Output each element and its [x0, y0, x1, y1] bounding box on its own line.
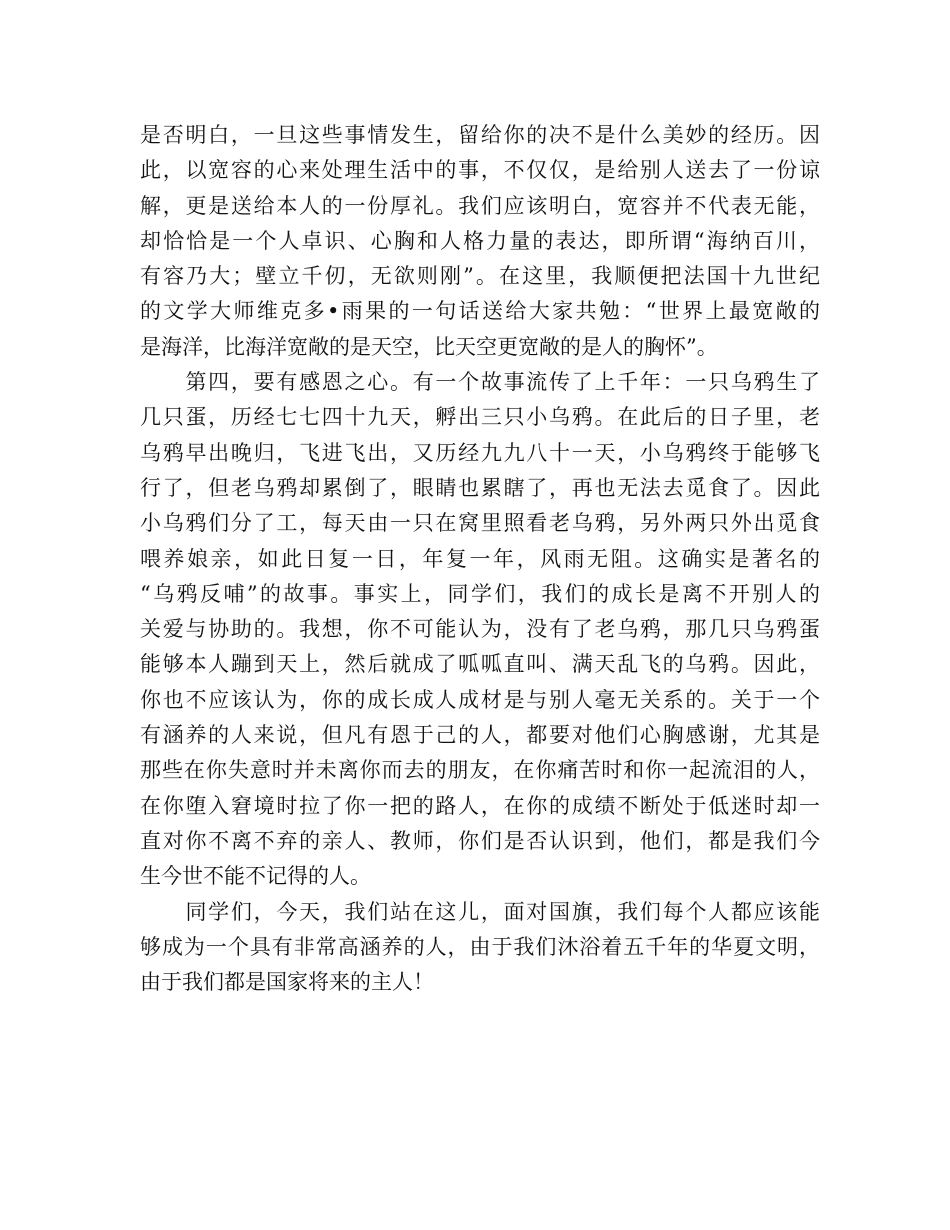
text-line: 同学们，今天，我们站在这儿，面对国旗，我们每个人都应该能: [140, 899, 820, 924]
text-line: 直对你不离不弃的亲人、教师，你们是否认识到，他们，都是我们今: [140, 828, 820, 853]
text-line: 此，以宽容的心来处理生活中的事，不仅仅，是给别人送去了一份谅: [140, 158, 820, 183]
paragraph-gratitude: [140, 365, 820, 894]
paragraph-tolerance-conclusion: [140, 118, 820, 365]
text-line: 是否明白，一旦这些事情发生，留给你的决不是什么美妙的经历。因: [140, 123, 820, 147]
text-line: 几只蛋，历经七七四十九天，孵出三只小乌鸦。在此后的日子里，老: [140, 405, 820, 430]
paragraph-closing: [140, 895, 820, 1001]
text-line: 那些在你失意时并未离你而去的朋友，在你痛苦时和你一起流泪的人，: [140, 758, 820, 783]
text-line: 在你堕入窘境时拉了你一把的路人，在你的成绩不断处于低迷时却一: [140, 793, 820, 818]
text-line: 生今世不能不记得的人。: [140, 864, 371, 889]
text-line: 第四，要有感恩之心。有一个故事流传了上千年：一只乌鸦生了: [140, 370, 820, 395]
text-line: 能够本人蹦到天上，然后就成了呱呱直叫、满天乱飞的乌鸦。因此，: [140, 652, 820, 677]
text-line: 喂养娘亲，如此日复一日，年复一年，风雨无阻。这确实是著名的: [140, 546, 820, 571]
text-line: 乌鸦早出晚归，飞进飞出，又历经九九八十一天，小乌鸦终于能够飞: [140, 440, 820, 465]
text-line: 有容乃大；壁立千仞，无欲则刚”。在这里，我顺便把法国十九世纪: [140, 264, 820, 289]
text-line: 你也不应该认为，你的成长成人成材是与别人毫无关系的。关于一个: [140, 687, 820, 712]
text-line: 的文学大师维克多•雨果的一句话送给大家共勉：“世界上最宽敞的: [140, 299, 820, 324]
text-line: 有涵养的人来说，但凡有恩于己的人，都要对他们心胸感谢，尤其是: [140, 723, 820, 748]
text-line: 够成为一个具有非常高涵养的人，由于我们沐浴着五千年的华夏文明，: [140, 934, 820, 959]
text-line: 解，更是送给本人的一份厚礼。我们应该明白，宽容并不代表无能，: [140, 193, 820, 218]
document-body: [140, 118, 820, 1000]
text-line: 却恰恰是一个人卓识、心胸和人格力量的表达，即所谓“海纳百川，: [140, 228, 820, 253]
text-line: 行了，但老乌鸦却累倒了，眼睛也累瞎了，再也无法去觅食了。因此: [140, 475, 820, 500]
text-line: 由于我们都是国家将来的主人！: [140, 970, 434, 995]
text-line: 关爱与协助的。我想，你不可能认为，没有了老乌鸦，那几只乌鸦蛋: [140, 617, 820, 642]
text-line: 小乌鸦们分了工，每天由一只在窝里照看老乌鸦，另外两只外出觅食: [140, 511, 820, 536]
text-line: 是海洋，比海洋宽敞的是天空，比天空更宽敞的是人的胸怀”。: [140, 334, 718, 359]
text-line: “乌鸦反哺”的故事。事实上，同学们，我们的成长是离不开别人的: [140, 581, 820, 606]
